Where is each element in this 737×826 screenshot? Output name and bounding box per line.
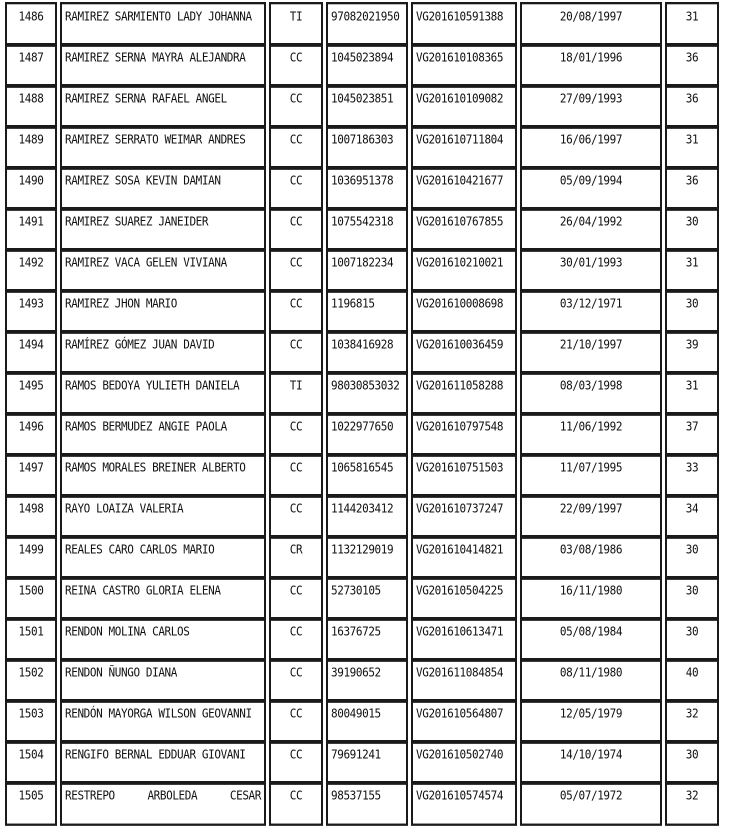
table-row xyxy=(5,617,719,656)
document-type: TI xyxy=(269,371,323,416)
row-number: 1498 xyxy=(5,494,57,539)
document-number: 80049015 xyxy=(326,699,408,744)
document-number: 98030853032 xyxy=(326,371,408,416)
table-row xyxy=(5,535,719,574)
document-number: 16376725 xyxy=(326,617,408,662)
registration-code: VG201610591388 xyxy=(411,2,517,47)
birth-date: 08/03/1998 xyxy=(520,371,662,416)
birth-date: 16/11/1980 xyxy=(520,576,662,621)
document-number: 1036951378 xyxy=(326,166,408,211)
person-name: RENDON MOLINA CARLOS xyxy=(60,617,266,662)
table-row xyxy=(5,371,719,410)
person-name: RAMOS BEDOYA YULIETH DANIELA xyxy=(60,371,266,416)
registration-code: VG201610421677 xyxy=(411,166,517,211)
registration-code: VG201610797548 xyxy=(411,412,517,457)
registration-code: VG201610414821 xyxy=(411,535,517,580)
birth-date: 26/04/1992 xyxy=(520,207,662,252)
person-name: RAMOS MORALES BREINER ALBERTO xyxy=(60,453,266,498)
table-row xyxy=(5,2,719,41)
birth-date: 05/08/1984 xyxy=(520,617,662,662)
document-number: 1075542318 xyxy=(326,207,408,252)
table-row xyxy=(5,125,719,164)
registration-code: VG201610108365 xyxy=(411,43,517,88)
document-type: TI xyxy=(269,2,323,47)
age-value: 30 xyxy=(665,740,719,785)
person-name: RAMIREZ SERNA RAFAEL ANGEL xyxy=(60,84,266,129)
document-type: CC xyxy=(269,166,323,211)
registration-code: VG201610751503 xyxy=(411,453,517,498)
registration-code: VG201611084854 xyxy=(411,658,517,703)
document-number: 97082021950 xyxy=(326,2,408,47)
person-name: RAMIREZ JHON MARIO xyxy=(60,289,266,334)
registration-code: VG201610502740 xyxy=(411,740,517,785)
age-value: 31 xyxy=(665,371,719,416)
birth-date: 30/01/1993 xyxy=(520,248,662,293)
row-number: 1493 xyxy=(5,289,57,334)
person-name: RAMÍREZ GÓMEZ JUAN DAVID xyxy=(60,330,266,375)
document-type: CC xyxy=(269,453,323,498)
age-value: 36 xyxy=(665,166,719,211)
registration-code: VG201611058288 xyxy=(411,371,517,416)
birth-date: 05/07/1972 xyxy=(520,781,662,826)
age-value: 31 xyxy=(665,248,719,293)
document-type: CC xyxy=(269,740,323,785)
person-name: RAMIREZ SOSA KEVIN DAMIAN xyxy=(60,166,266,211)
registration-code: VG201610504225 xyxy=(411,576,517,621)
table-row xyxy=(5,412,719,451)
row-number: 1491 xyxy=(5,207,57,252)
age-value: 31 xyxy=(665,125,719,170)
row-number: 1500 xyxy=(5,576,57,621)
document-number: 98537155 xyxy=(326,781,408,826)
age-value: 36 xyxy=(665,43,719,88)
document-number: 1065816545 xyxy=(326,453,408,498)
roster-body xyxy=(5,2,719,820)
birth-date: 22/09/1997 xyxy=(520,494,662,539)
person-name: RAMIREZ SUAREZ JANEIDER xyxy=(60,207,266,252)
document-number: 1144203412 xyxy=(326,494,408,539)
document-number: 39190652 xyxy=(326,658,408,703)
birth-date: 18/01/1996 xyxy=(520,43,662,88)
row-number: 1490 xyxy=(5,166,57,211)
row-number: 1492 xyxy=(5,248,57,293)
birth-date: 03/12/1971 xyxy=(520,289,662,334)
person-name xyxy=(60,781,266,826)
person-name: RAMIREZ SERRATO WEIMAR ANDRES xyxy=(60,125,266,170)
row-number: 1504 xyxy=(5,740,57,785)
age-value: 32 xyxy=(665,699,719,744)
birth-date: 12/05/1979 xyxy=(520,699,662,744)
table-row xyxy=(5,43,719,82)
person-name: RAMIREZ SERNA MAYRA ALEJANDRA xyxy=(60,43,266,88)
person-name: RENDÓN MAYORGA WILSON GEOVANNI xyxy=(60,699,266,744)
document-number: 1022977650 xyxy=(326,412,408,457)
row-number: 1496 xyxy=(5,412,57,457)
row-number: 1487 xyxy=(5,43,57,88)
age-value: 30 xyxy=(665,576,719,621)
document-type: CC xyxy=(269,43,323,88)
document-type: CC xyxy=(269,289,323,334)
document-type: CC xyxy=(269,412,323,457)
registration-code: VG201610008698 xyxy=(411,289,517,334)
person-name: REALES CARO CARLOS MARIO xyxy=(60,535,266,580)
age-value: 30 xyxy=(665,617,719,662)
age-value: 30 xyxy=(665,289,719,334)
person-name: RENGIFO BERNAL EDDUAR GIOVANI xyxy=(60,740,266,785)
table-row xyxy=(5,453,719,492)
document-type: CC xyxy=(269,658,323,703)
registration-code: VG201610711804 xyxy=(411,125,517,170)
row-number: 1495 xyxy=(5,371,57,416)
birth-date: 16/06/1997 xyxy=(520,125,662,170)
age-value: 36 xyxy=(665,84,719,129)
age-value: 30 xyxy=(665,207,719,252)
person-name: RAMOS BERMUDEZ ANGIE PAOLA xyxy=(60,412,266,457)
document-number: 1045023851 xyxy=(326,84,408,129)
roster-table xyxy=(2,0,722,822)
birth-date: 21/10/1997 xyxy=(520,330,662,375)
table-row xyxy=(5,658,719,697)
row-number: 1505 xyxy=(5,781,57,826)
person-name: RAMIREZ VACA GELEN VIVIANA xyxy=(60,248,266,293)
person-name: RAYO LOAIZA VALERIA xyxy=(60,494,266,539)
document-number: 52730105 xyxy=(326,576,408,621)
registration-code: VG201610613471 xyxy=(411,617,517,662)
table-row xyxy=(5,740,719,779)
registration-code: VG201610210021 xyxy=(411,248,517,293)
table-row xyxy=(5,84,719,123)
age-value: 30 xyxy=(665,535,719,580)
document-type: CC xyxy=(269,84,323,129)
birth-date: 27/09/1993 xyxy=(520,84,662,129)
document-number: 1045023894 xyxy=(326,43,408,88)
document-number: 1196815 xyxy=(326,289,408,334)
document-number: 1038416928 xyxy=(326,330,408,375)
person-name: REINA CASTRO GLORIA ELENA xyxy=(60,576,266,621)
row-number: 1501 xyxy=(5,617,57,662)
table-row xyxy=(5,494,719,533)
registration-code: VG201610767855 xyxy=(411,207,517,252)
age-value: 33 xyxy=(665,453,719,498)
registration-code: VG201610564807 xyxy=(411,699,517,744)
document-type: CC xyxy=(269,494,323,539)
document-number: 1007182234 xyxy=(326,248,408,293)
table-row xyxy=(5,289,719,328)
row-number: 1488 xyxy=(5,84,57,129)
table-row xyxy=(5,699,719,738)
birth-date: 03/08/1986 xyxy=(520,535,662,580)
document-type: CC xyxy=(269,576,323,621)
table-row xyxy=(5,166,719,205)
age-value: 32 xyxy=(665,781,719,826)
table-row xyxy=(5,576,719,615)
document-number: 1132129019 xyxy=(326,535,408,580)
registration-code: VG201610036459 xyxy=(411,330,517,375)
table-row xyxy=(5,330,719,369)
document-number: 79691241 xyxy=(326,740,408,785)
row-number: 1503 xyxy=(5,699,57,744)
birth-date: 20/08/1997 xyxy=(520,2,662,47)
birth-date: 08/11/1980 xyxy=(520,658,662,703)
document-type: CC xyxy=(269,207,323,252)
birth-date: 14/10/1974 xyxy=(520,740,662,785)
row-number: 1502 xyxy=(5,658,57,703)
table-row xyxy=(5,248,719,287)
document-number: 1007186303 xyxy=(326,125,408,170)
age-value: 31 xyxy=(665,2,719,47)
person-name: RENDON ÑUNGO DIANA xyxy=(60,658,266,703)
age-value: 37 xyxy=(665,412,719,457)
document-type: CC xyxy=(269,617,323,662)
row-number: 1489 xyxy=(5,125,57,170)
registration-code: VG201610109082 xyxy=(411,84,517,129)
age-value: 39 xyxy=(665,330,719,375)
age-value: 34 xyxy=(665,494,719,539)
birth-date: 11/07/1995 xyxy=(520,453,662,498)
table-row xyxy=(5,207,719,246)
document-type: CC xyxy=(269,699,323,744)
document-type: CR xyxy=(269,535,323,580)
row-number: 1486 xyxy=(5,2,57,47)
row-number: 1499 xyxy=(5,535,57,580)
document-type: CC xyxy=(269,125,323,170)
person-name-part: CESAR xyxy=(229,787,261,803)
document-type: CC xyxy=(269,330,323,375)
registration-code: VG201610737247 xyxy=(411,494,517,539)
person-name-part: RESTREPO xyxy=(65,787,115,803)
birth-date: 11/06/1992 xyxy=(520,412,662,457)
registration-code: VG201610574574 xyxy=(411,781,517,826)
table-row xyxy=(5,781,719,820)
document-type: CC xyxy=(269,781,323,826)
age-value: 40 xyxy=(665,658,719,703)
document-type: CC xyxy=(269,248,323,293)
birth-date: 05/09/1994 xyxy=(520,166,662,211)
person-name-part: ARBOLEDA xyxy=(147,787,198,803)
person-name: RAMIREZ SARMIENTO LADY JOHANNA xyxy=(60,2,266,47)
row-number: 1494 xyxy=(5,330,57,375)
row-number: 1497 xyxy=(5,453,57,498)
